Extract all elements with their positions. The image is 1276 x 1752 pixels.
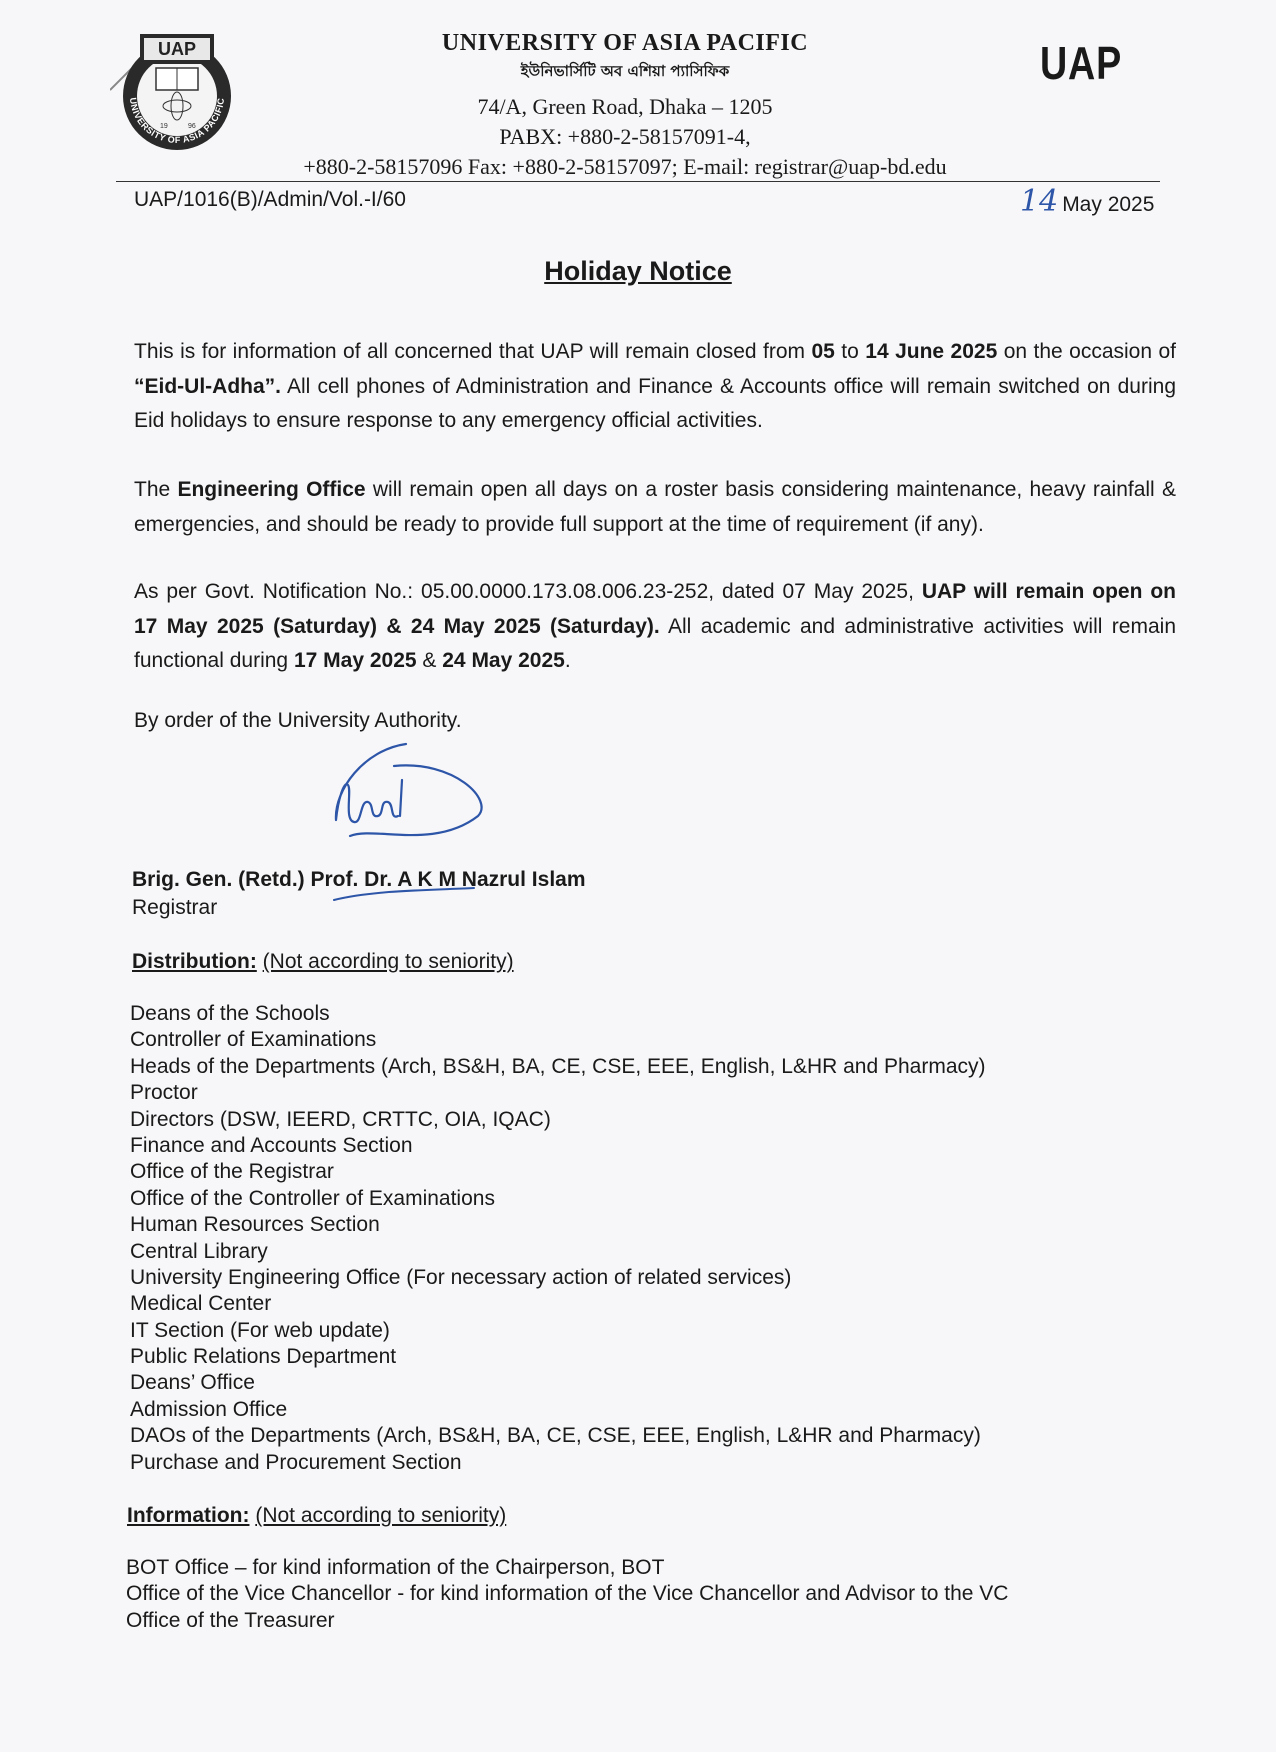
list-item: Directors (DSW, IEERD, CRTTC, OIA, IQAC)	[130, 1107, 551, 1131]
information-heading	[127, 1504, 506, 1528]
paragraph-govt-notification: As per Govt. Notification No.: 05.00.0000.173.08.006.23-252, dated 07 May 2025, UAP will remain open on 17 May 2025 (Saturday) & 24 May 2025 (Saturday). All academic and administrative activities will remain functional during 17 May 2025 & 24 May 2025.	[134, 580, 1176, 672]
list-item: IT Section (For web update)	[130, 1318, 390, 1342]
list-item: Heads of the Departments (Arch, BS&H, BA, CE, CSE, EEE, English, L&HR and Pharmacy)	[130, 1054, 986, 1078]
list-item: Office of the Vice Chancellor - for kind information of the Vice Chancellor and Advisor to the VC	[126, 1582, 1009, 1606]
university-name-bangla: ইউনিভার্সিটি অব এশিয়া প্যাসিফিক	[520, 62, 730, 80]
list-item: DAOs of the Departments (Arch, BS&H, BA, CE, CSE, EEE, English, L&HR and Pharmacy)	[130, 1424, 981, 1448]
list-item: Office of the Controller of Examinations	[130, 1186, 495, 1210]
distribution-note: (Not according to seniority)	[262, 950, 514, 973]
notice-title: Holiday Notice	[544, 256, 732, 286]
paragraph-authority: By order of the University Authority.	[134, 709, 462, 732]
distribution-heading	[132, 950, 514, 974]
list-item: Central Library	[130, 1239, 268, 1263]
list-item: Proctor	[130, 1081, 198, 1105]
paragraph-closure: This is for information of all concerned that UAP will remain closed from 05 to 14 June 2025 on the occasion of “Eid-Ul-Adha”. All cell phones of Administration and Finance & Accounts office will remain switched on during Eid holidays to ensure response to any emergency official activities.	[134, 340, 1176, 432]
list-item: Controller of Examinations	[130, 1028, 377, 1052]
list-item: BOT Office – for kind information of the Chairperson, BOT	[126, 1556, 665, 1579]
university-contact: +880-2-58157096 Fax: +880-2-58157097; E-mail: registrar@uap-bd.edu	[303, 154, 947, 179]
logo-year-left: 19	[160, 123, 168, 130]
registrar-signature	[314, 740, 494, 920]
list-item: Admission Office	[130, 1397, 288, 1421]
distribution-list	[130, 1001, 986, 1476]
signatory-role: Registrar	[132, 896, 218, 919]
list-item: Public Relations Department	[130, 1345, 397, 1369]
date-day-handwritten: 14	[1020, 184, 1059, 219]
logo-top-text: UAP	[157, 39, 197, 59]
list-item: University Engineering Office (For necessary action of related services)	[130, 1265, 792, 1289]
university-name: UNIVERSITY OF ASIA PACIFIC	[441, 30, 809, 56]
list-item: Purchase and Procurement Section	[130, 1450, 462, 1474]
information-label: Information:	[127, 1504, 250, 1527]
brand-mark: UAP	[1040, 37, 1123, 89]
signatory-name: Brig. Gen. (Retd.) Prof. Dr. A K M Nazrul Islam	[132, 868, 586, 891]
logo-year-right: 96	[188, 123, 196, 130]
information-list	[126, 1555, 1008, 1634]
information-note: (Not according to seniority)	[255, 1504, 507, 1527]
distribution-label: Distribution:	[132, 950, 257, 973]
header-divider	[116, 181, 1160, 182]
paragraph-engineering-office: The Engineering Office will remain open all days on a roster basis considering maintenance, heavy rainfall & emergencies, and should be ready to provide full support at the time of requirement (if any).	[134, 478, 1176, 536]
notice-date	[1020, 184, 1154, 219]
list-item: Medical Center	[130, 1292, 272, 1316]
list-item: Finance and Accounts Section	[130, 1133, 413, 1157]
list-item: Deans of the Schools	[130, 1002, 330, 1025]
university-pabx: PABX: +880-2-58157091-4,	[499, 124, 751, 149]
university-address: 74/A, Green Road, Dhaka – 1205	[477, 94, 773, 119]
date-month-year: May 2025	[1062, 193, 1155, 216]
list-item: Office of the Registrar	[130, 1160, 334, 1184]
logo-ring-text: UNIVERSITY OF ASIA PACIFIC	[127, 97, 227, 146]
list-item: Deans’ Office	[130, 1371, 255, 1395]
list-item: Human Resources Section	[130, 1213, 380, 1237]
list-item: Office of the Treasurer	[126, 1608, 335, 1632]
reference-number: UAP/1016(B)/Admin/Vol.-I/60	[134, 188, 406, 211]
